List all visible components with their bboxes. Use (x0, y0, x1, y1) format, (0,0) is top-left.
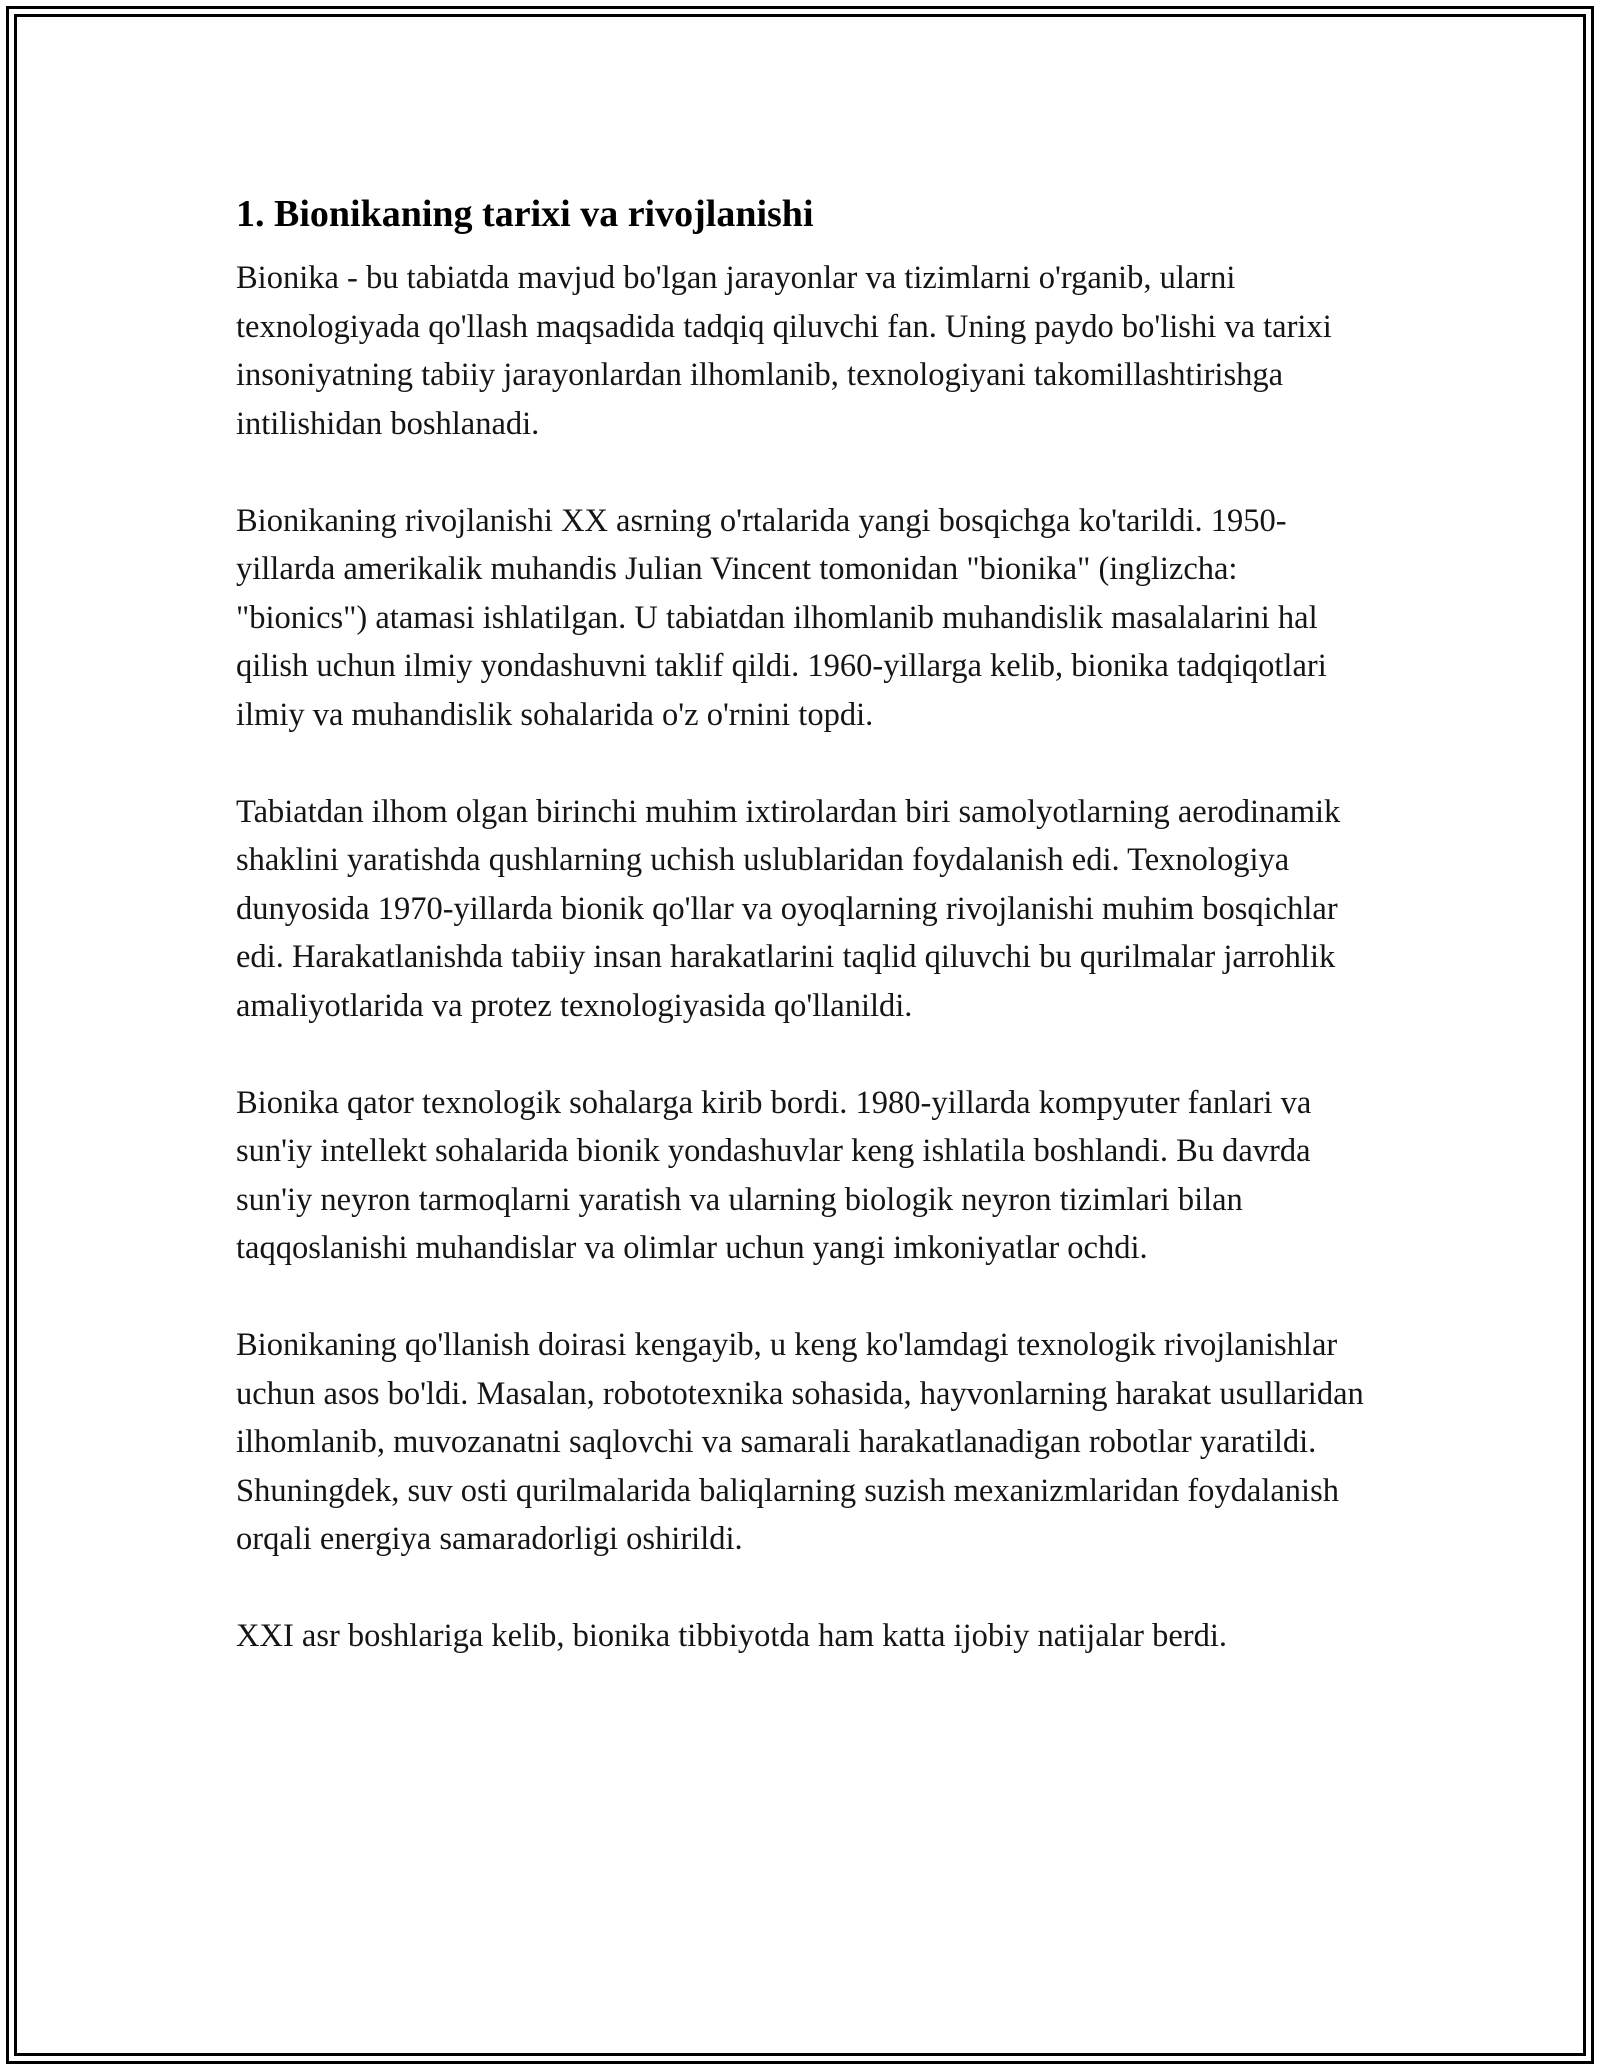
paragraph-5: Bionikaning qo'llanish doirasi kengayib, u keng ko'lamdagi texnologik rivojlanishlar uchun asos bo'ldi. Masalan, robototexnika sohasida, hayvonlarning harakat usullaridan ilhomlanib, muvozanatni saqlovchi va samarali harakatlanadigan robotlar yaratildi. Shuningdek, suv osti qurilmalarida baliqlarning suzish mexanizmlaridan foydalanish orqali energiya samaradorligi oshirildi. (236, 1327, 1364, 1557)
paragraph-2: Bionikaning rivojlanishi XX asrning o'rtalarida yangi bosqichga ko'tarildi. 1950-yillarda amerikalik muhandis Julian Vincent tomonidan "bionika" (inglizcha: "bionics") atamasi ishlatilgan. U tabiatdan ilhomlanib muhandislik masalalarini hal qilish uchun ilmiy yondashuvni taklif qildi. 1960-yillarga kelib, bionika tadqiqotlari ilmiy va muhandislik sohalarida o'z o'rnini topdi. (236, 502, 1327, 733)
section-heading: 1. Bionikaning tarixi va rivojlanishi (236, 193, 814, 235)
paragraph-1: Bionika - bu tabiatda mavjud bo'lgan jarayonlar va tizimlarni o'rganib, ularni texnologiyada qo'llash maqsadida tadqiq qiluvchi fan. Uning paydo bo'lishi va tarixi insoniyatning tabiiy jarayonlardan ilhomlanib, texnologiyani takomillashtirishga intilishidan boshlanadi. (236, 260, 1332, 442)
paragraph-3: Tabiatdan ilhom olgan birinchi muhim ixtirolardan biri samolyotlarning aerodinamik shaklini yaratishda qushlarning uchish uslublaridan foydalanish edi. Texnologiya dunyosida 1970-yillarda bionik qo'llar va oyoqlarning rivojlanishi muhim bosqichlar edi. Harakatlanishda tabiiy insan harakatlarini taqlid qiluvchi bu qurilmalar jarrohlik amaliyotlarida va protez texnologiyasida qo'llanildi. (236, 793, 1341, 1024)
paragraph-4: Bionika qator texnologik sohalarga kirib bordi. 1980-yillarda kompyuter fanlari va sun'iy intellekt sohalarida bionik yondashuvlar keng ishlatila boshlandi. Bu davrda sun'iy neyron tarmoqlarni yaratish va ularning biologik neyron tizimlari bilan taqqoslanishi muhandislar va olimlar uchun yangi imkoniyatlar ochdi. (236, 1084, 1312, 1266)
document-body (236, 186, 1376, 1709)
paragraph-6: XXI asr boshlariga kelib, bionika tibbiyotda ham katta ijobiy natijalar berdi. (236, 1618, 1227, 1654)
